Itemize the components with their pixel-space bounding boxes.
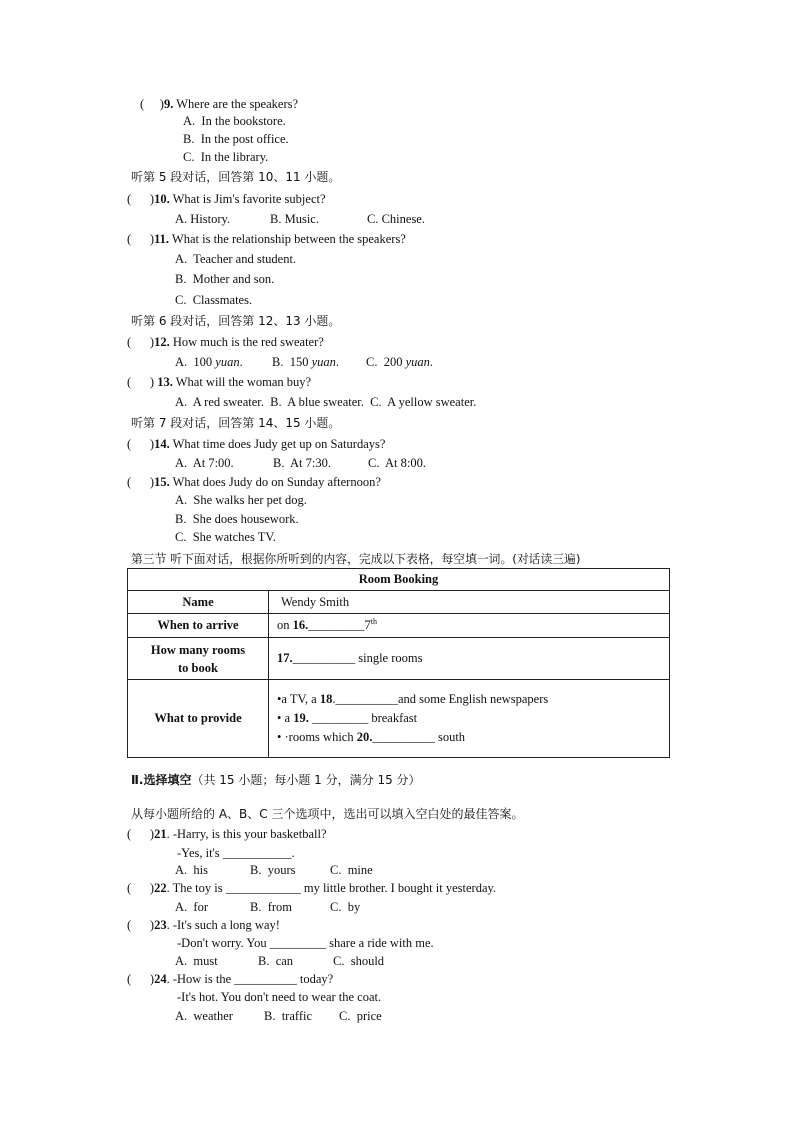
option-a: A. weather	[175, 1009, 233, 1023]
answer-paren[interactable]: ( )	[127, 335, 155, 349]
question-24	[127, 971, 333, 987]
blank-17[interactable]: __________ single rooms	[292, 651, 423, 665]
option-b: B. traffic	[264, 1009, 313, 1023]
option-a: A. Teacher and student.	[175, 252, 297, 266]
arrive-value: on 16._________7th	[269, 614, 670, 638]
option-b: B. 150 yuan.	[272, 355, 340, 369]
question-number: 23	[154, 918, 167, 932]
question-number: 14.	[154, 437, 170, 451]
option-b: B. In the post office.	[183, 132, 289, 146]
answer-paren[interactable]: ( )	[127, 192, 155, 206]
question-10	[127, 191, 326, 207]
section-6-instruction: 听第 6 段对话，回答第 12、13 小题。	[131, 314, 341, 328]
question-text: What will the woman buy?	[172, 375, 312, 389]
answer-paren[interactable]: ( )	[127, 881, 155, 895]
question-text: What is Jim's favorite subject?	[169, 192, 326, 206]
question-text: . -It's such a long way!	[166, 918, 280, 932]
option-c: C. should	[333, 954, 385, 968]
answer-paren[interactable]: ( )	[127, 375, 158, 389]
options-row: A. A red sweater. B. A blue sweater. C. A yellow sweater.	[175, 395, 477, 409]
question-number: 12.	[154, 335, 170, 349]
question-text: . -How is the __________ today?	[166, 972, 334, 986]
question-number: 15.	[154, 475, 170, 489]
question-number: 9.	[163, 97, 174, 111]
question-text: . The toy is ____________ my little brother. I bought it yesterday.	[166, 881, 497, 895]
question-23	[127, 917, 280, 933]
answer-paren[interactable]: ( )	[127, 918, 155, 932]
section-3-heading: 第三节 听下面对话，根据你所听到的内容，完成以下表格，每空填一词。(对话读三遍)	[131, 552, 581, 566]
option-c: C. by	[330, 900, 361, 914]
name-label: Name	[128, 591, 269, 614]
option-c: C. 200 yuan.	[366, 355, 434, 369]
option-c: C. She watches TV.	[175, 530, 276, 544]
blank-16[interactable]: _________	[308, 618, 365, 633]
option-a: A. She walks her pet dog.	[175, 493, 307, 507]
answer-paren[interactable]: ( )	[127, 972, 155, 986]
option-b: B. from	[250, 900, 293, 914]
question-15	[127, 474, 381, 490]
answer-paren[interactable]: ( )	[127, 232, 155, 246]
question-14	[127, 436, 385, 452]
rooms-value: 17.__________ single rooms	[269, 638, 670, 680]
blank-18[interactable]: .__________and some English newspapers	[332, 692, 549, 706]
section-5-instruction: 听第 5 段对话，回答第 10、11 小题。	[131, 170, 341, 184]
question-text: Where are the speakers?	[173, 97, 299, 111]
answer-paren[interactable]: ( )	[127, 827, 155, 841]
option-c: C. price	[339, 1009, 382, 1023]
question-13	[127, 374, 311, 390]
table-title: Room Booking	[128, 569, 670, 591]
option-a: A. In the bookstore.	[183, 114, 286, 128]
question-21	[127, 826, 327, 842]
answer-paren[interactable]: ( )	[127, 475, 155, 489]
room-booking-table	[127, 568, 670, 758]
part-2-instruction: 从每小题所给的 A、B、C 三个选项中，选出可以填入空白处的最佳答案。	[131, 807, 524, 821]
question-text-line2: -Don't worry. You _________ share a ride with me.	[177, 936, 434, 950]
option-b: B. At 7:30.	[273, 456, 331, 470]
option-c: C. In the library.	[183, 150, 269, 164]
option-b: B. yours	[250, 863, 296, 877]
option-b: B. Music.	[270, 212, 319, 226]
question-text: What does Judy do on Sunday afternoon?	[169, 475, 381, 489]
question-text-line2: -Yes, it's ___________.	[177, 846, 295, 860]
question-11	[127, 231, 406, 247]
answer-paren[interactable]: ( )	[140, 97, 164, 111]
question-12	[127, 334, 324, 350]
option-c: C. mine	[330, 863, 373, 877]
question-text: How much is the red sweater?	[169, 335, 324, 349]
blank-19[interactable]: _________ breakfast	[308, 711, 418, 725]
arrive-label: When to arrive	[128, 614, 269, 638]
option-c: C. Classmates.	[175, 293, 253, 307]
part-2-heading: Ⅱ.选择填空（共 15 小题；每小题 1 分，满分 15 分）	[131, 773, 421, 787]
question-text-line2: -It's hot. You don't need to wear the coat.	[177, 990, 382, 1004]
question-22	[127, 880, 496, 896]
option-a: A. At 7:00.	[175, 456, 234, 470]
question-number: 24	[154, 972, 167, 986]
provide-value: •a TV, a 18.__________and some English newspapers • a 19. _________ breakfast • ·rooms which 20.__________ south	[269, 680, 670, 758]
option-a: A. 100 yuan.	[175, 355, 243, 369]
section-7-instruction: 听第 7 段对话，回答第 14、15 小题。	[131, 416, 341, 430]
option-c: C. At 8:00.	[368, 456, 426, 470]
question-text: . -Harry, is this your basketball?	[166, 827, 327, 841]
question-number: 11.	[154, 232, 170, 246]
option-b: B. can	[258, 954, 294, 968]
option-a: A. for	[175, 900, 208, 914]
question-number: 10.	[154, 192, 170, 206]
question-number: 21	[154, 827, 167, 841]
question-number: 13.	[157, 375, 173, 389]
question-9	[140, 96, 298, 112]
option-b: B. She does housework.	[175, 512, 299, 526]
question-number: 22	[154, 881, 167, 895]
rooms-label: How many rooms to book	[128, 638, 269, 680]
answer-paren[interactable]: ( )	[127, 437, 155, 451]
name-value: Wendy Smith	[269, 591, 670, 614]
question-text: What is the relationship between the speakers?	[169, 232, 406, 246]
question-text: What time does Judy get up on Saturdays?	[169, 437, 386, 451]
option-a: A. History.	[175, 212, 231, 226]
option-b: B. Mother and son.	[175, 272, 275, 286]
provide-label: What to provide	[128, 680, 269, 758]
option-a: A. his	[175, 863, 208, 877]
blank-20[interactable]: __________ south	[372, 730, 466, 744]
option-a: A. must	[175, 954, 218, 968]
option-c: C. Chinese.	[367, 212, 425, 226]
